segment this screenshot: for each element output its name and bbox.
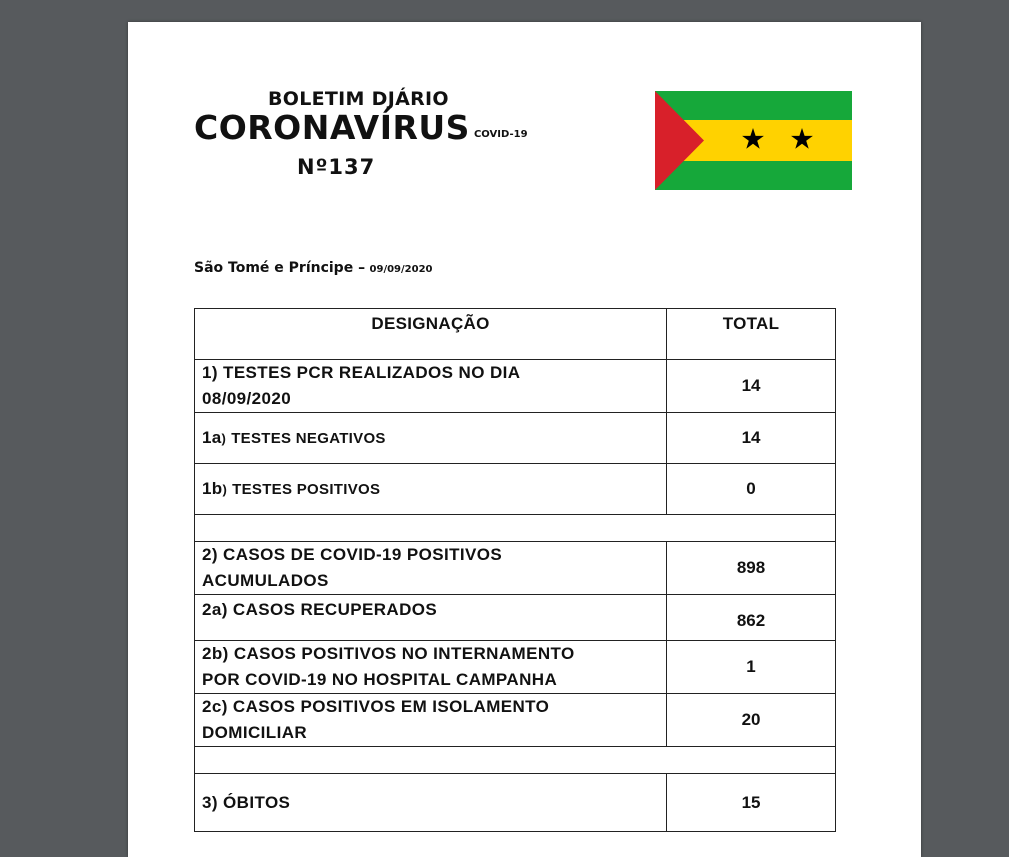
row-label: 1b) TESTES POSITIVOS bbox=[195, 464, 667, 515]
bulletin-number: Nº137 bbox=[297, 155, 376, 179]
table-row bbox=[195, 774, 836, 832]
table-row bbox=[195, 542, 836, 595]
row-label: 2) CASOS DE COVID-19 POSITIVOS ACUMULADOS bbox=[195, 542, 667, 595]
sao-tome-flag-icon bbox=[655, 91, 852, 190]
row-value: 14 bbox=[667, 360, 836, 413]
row-value: 862 bbox=[667, 595, 836, 641]
location-name: São Tomé e Príncipe – bbox=[194, 260, 366, 276]
row-label: 2b) CASOS POSITIVOS NO INTERNAMENTO POR COVID-19 NO HOSPITAL CAMPANHA bbox=[195, 641, 667, 694]
header-total: TOTAL bbox=[667, 309, 836, 360]
table-row bbox=[195, 464, 836, 515]
spacer-row bbox=[195, 747, 836, 774]
row-label: 2c) CASOS POSITIVOS EM ISOLAMENTO DOMICILIAR bbox=[195, 694, 667, 747]
row-label: 1a) TESTES NEGATIVOS bbox=[195, 413, 667, 464]
row-value: 20 bbox=[667, 694, 836, 747]
bulletin-title bbox=[194, 108, 528, 147]
table-row bbox=[195, 413, 836, 464]
row-label: 2a) CASOS RECUPERADOS bbox=[195, 595, 667, 641]
table-row bbox=[195, 360, 836, 413]
table-row bbox=[195, 694, 836, 747]
location-date-line bbox=[194, 259, 433, 277]
flag-green-bottom-stripe bbox=[655, 161, 852, 190]
row-value: 0 bbox=[667, 464, 836, 515]
row-value: 14 bbox=[667, 413, 836, 464]
row-value: 15 bbox=[667, 774, 836, 832]
flag-green-top-stripe bbox=[655, 91, 852, 120]
row-label: 3) ÓBITOS bbox=[195, 774, 667, 832]
row-value: 1 bbox=[667, 641, 836, 694]
table-row bbox=[195, 595, 836, 641]
spacer-row bbox=[195, 515, 836, 542]
table-row bbox=[195, 641, 836, 694]
table-header-row bbox=[195, 309, 836, 360]
report-date: 09/09/2020 bbox=[369, 264, 433, 275]
document-page bbox=[128, 22, 921, 857]
title-text: CORONAVÍRUS bbox=[194, 108, 470, 147]
spacer-cell bbox=[195, 515, 836, 542]
bulletin-header bbox=[128, 22, 628, 192]
row-value: 898 bbox=[667, 542, 836, 595]
covid-tag: COVID-19 bbox=[473, 129, 528, 140]
header-designation: DESIGNAÇÃO bbox=[195, 309, 667, 360]
bulletin-label: BOLETIM DJÁRIO bbox=[268, 88, 449, 110]
row-label: 1) TESTES PCR REALIZADOS NO DIA 08/09/2020 bbox=[195, 360, 667, 413]
covid-data-table bbox=[194, 308, 836, 832]
spacer-cell bbox=[195, 747, 836, 774]
